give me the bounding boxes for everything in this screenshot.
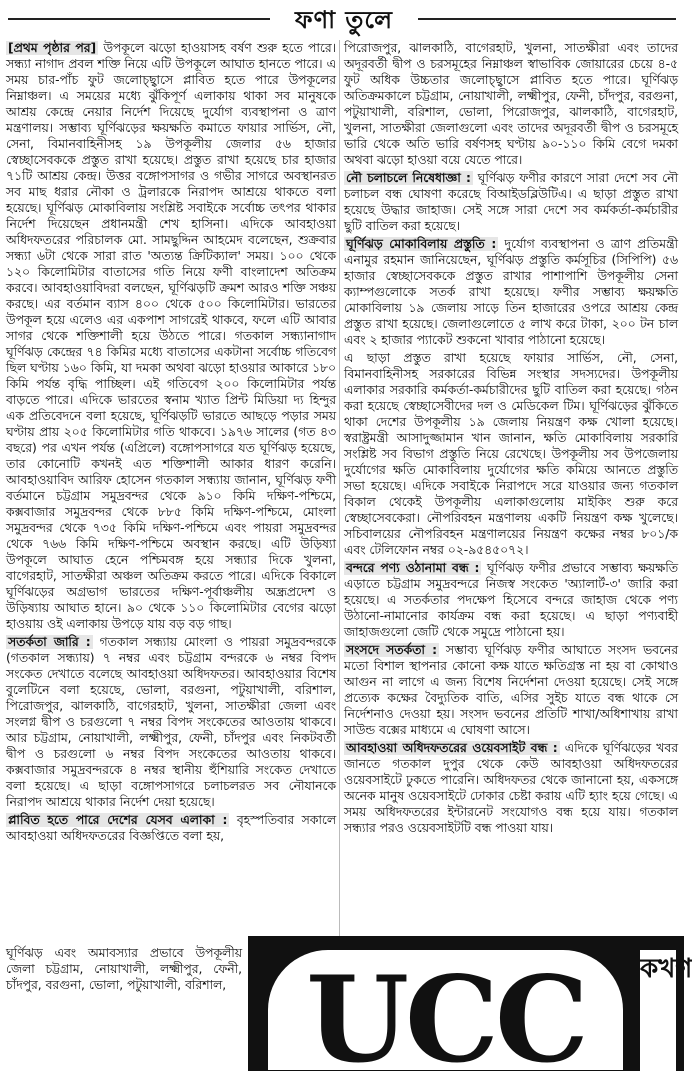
article-column-right <box>344 40 678 900</box>
paragraph <box>344 170 678 234</box>
paragraph <box>344 40 678 168</box>
ad-side-text: কখগ <box>640 950 676 1071</box>
ad-brand-logo: UCC <box>268 950 623 1070</box>
paragraph <box>6 812 336 844</box>
header-rule-right <box>418 18 676 20</box>
paragraph <box>6 40 336 632</box>
paragraph-text: এদিকে ঘূর্ণিঝড়ের খবর জানতে গতকাল দুপুর থেকে কেউ আবহাওয়া অধিদফতরের ওয়েবসাইটে ঢুকতে পারেনি। অধিদফতর থেকে জানানো হয়, একসঙ্গে অনেক মানুষ ওয়েবসাইটে ঢোকার চেষ্টা করায় এটি হ্যাং হয়ে গেছে। এ সময় অধিদফতরের ইন্টারনেট সংযোগও বন্ধ হয়ে যায়। গতকাল সন্ধ্যার পরও ওয়েবসাইটটি বন্ধ পাওয়া যায়। <box>344 741 678 835</box>
paragraph-text: সম্ভাব্য ঘূর্ণিঝড় ফণীর আঘাতে সংসদ ভবনের মতো বিশাল স্থাপনার কোনো কক্ষ যাতে ক্ষতিগ্রস্ত না হয় বা কোথাও আগুন না লাগে এ জন্য বিশেষ নির্দেশনা দেওয়া হয়েছে। সেই সঙ্গে প্রত্যেক কক্ষের বৈদ্যুতিক বাতি, এসির সুইচ যাতে বন্ধ থাকে সে নির্দেশনাও দেওয়া হয়। সংসদ ভবনের প্রতিটি শাখা/অধিশাখায় রাখা সাউন্ড বক্সের মাধ্যমে এ ঘোষণা আসে। <box>344 643 678 737</box>
section-title: ফণা তুলে <box>295 6 393 34</box>
paragraph-text: বৃহস্পতিবার সকালে আবহাওয়া অধিদফতরের বিজ্ঞপ্তিতে বলা হয়, <box>6 813 336 843</box>
paragraph-lead: নৌ চলাচলে নিষেধাজ্ঞা : <box>346 171 471 185</box>
paragraph-text: এ ছাড়া প্রস্তুত রাখা হয়েছে ফায়ার সার্ভিস, নৌ, সেনা, বিমানবাহিনীসহ সরকারের বিভিন্ন সংস্থার সদস্যদের। উপকূলীয় এলাকার সরকারি কর্মকর্তা-কর্মচারীদের ছুটি বাতিল করা হয়েছে। গঠন করা হয়েছে স্বেচ্ছাসেবীদের দল ও মেডিকেল টিম। ঘূর্ণিঝড়ের ঝুঁকিতে থাকা দেশের উপকূলীয় ১৯ জেলায় নিয়ন্ত্রণ কক্ষ খোলা হয়েছে। স্বরাষ্ট্রমন্ত্রী আসাদুজ্জামান খান জানান, ক্ষতি মোকাবিলায় সরকারি সংশ্লিষ্ট সব বিভাগ প্রস্তুতি নিয়ে রেখেছে। উপকূলীয় সব উপজেলায় দুর্যোগের ক্ষতি মোকাবিলায় দুর্যোগের ক্ষতি কমিয়ে আনতে প্রস্তুতি সভা হয়েছে। এদিকে সবাইকে নিরাপদে সরে যাওয়ার জন্য গতকাল বিকাল থেকেই উপকূলীয় এলাকাগুলোয় মাইকিং শুরু করে স্বেচ্ছাসেবকেরা। নৌপরিবহন মন্ত্রণালয় একটি নিয়ন্ত্রণ কক্ষ খুলেছে। সচিবালয়ের নৌপরিবহন মন্ত্রণালয়ের নিয়ন্ত্রণ কক্ষের নম্বর ৮০১/ক এবং টেলিফোন নম্বর ০২-৯৫৪৫০৭২। <box>344 351 678 557</box>
advertisement-banner <box>248 936 692 1089</box>
paragraph-lead: বন্দরে পণ্য ওঠানামা বন্ধ : <box>346 561 480 575</box>
paragraph-lead: সতর্কতা জারি : <box>8 635 91 649</box>
paragraph <box>6 634 336 810</box>
paragraph <box>344 740 678 836</box>
paragraph-text: দুর্যোগ ব্যবস্থাপনা ও ত্রাণ প্রতিমন্ত্রী এনামুর রহমান জানিয়েছেন, ঘূর্ণিঝড় প্রস্তুতি কর্মসূচির (সিপিপি) ৫৬ হাজার স্বেচ্ছাসেবককে প্রস্তুত রাখার পাশাপাশি উপকূলীয় সেনা ক্যাম্পগুলোকে সতর্ক রাখা হয়েছে। ফণীর সম্ভাব্য ক্ষয়ক্ষতি মোকাবিলায় ১৯ জেলায় সাড়ে তিন হাজারের ওপরে আশ্রয় কেন্দ্র প্রস্তুত রাখা হয়েছে। জেলাগুলোতে ৫ লাখ করে টাকা, ২০০ টন চাল এবং ২ হাজার প্যাকেট শুকনো খাবার পাঠানো হয়েছে। <box>344 237 678 347</box>
paragraph-lead: [প্রথম পৃষ্ঠার পর] <box>8 41 97 55</box>
paragraph-text: ঘূর্ণিঝড় ফণীর কারণে সারা দেশে সব নৌ চলাচল বন্ধ ঘোষণা করেছে বিআইডব্লিউটিএ। এ ছাড়া প্রস্তুত রাখা হয়েছে উদ্ধার জাহাজ। সেই সঙ্গে সারা দেশে সব কর্মকর্তা-কর্মচারীর ছুটি বাতিল করা হয়েছে। <box>344 171 678 233</box>
header-rule-left <box>8 18 270 20</box>
section-header <box>0 0 684 36</box>
paragraph <box>344 642 678 738</box>
paragraph-lead: সংসদে সতর্কতা : <box>346 643 438 657</box>
paragraph-text: ঘূর্ণিঝড় ফণীর প্রভাবে সম্ভাব্য ক্ষয়ক্ষতি এড়াতে চট্টগ্রাম সমুদ্রবন্দরে নিজস্ব সংকেত 'অ্যালার্ট-৩' জারি করা হয়েছে। এ সতর্কতার পদক্ষেপ হিসেবে বন্দরে জাহাজ থেকে পণ্য উঠানো-নামানোর কার্যক্রম বন্ধ করা হয়েছে। এ ছাড়া পণ্যবাহী জাহাজগুলো জেটি থেকে সমুদ্রে পাঠানো হয়। <box>344 561 678 639</box>
paragraph <box>344 560 678 640</box>
paragraph-lead: ঘূর্ণিঝড় মোকাবিলায় প্রস্তুতি : <box>346 237 497 251</box>
article-tail-text: ঘূর্ণিঝড় এবং অমাবস্যার প্রভাবে উপকূলীয় জেলা চট্টগ্রাম, নোয়াখালী, লক্ষ্মীপুর, ফেনী, চাঁদপুর, বরগুনা, ভোলা, পটুয়াখালী, বরিশাল, <box>6 946 242 992</box>
column-divider <box>339 40 340 1060</box>
paragraph-text: গতকাল সন্ধ্যায় মোংলা ও পায়রা সমুদ্রবন্দরকে (গতকাল সন্ধ্যায়) ৭ নম্বর এবং চট্টগ্রাম বন্দরকে ৬ নম্বর বিপদ সংকেত দেখাতে বলেছে আবহাওয়া অধিদফতর। আবহাওয়ার বিশেষ বুলেটিনে বলা হয়েছে, ভোলা, বরগুনা, পটুয়াখালী, বরিশাল, পিরোজপুর, ঝালকাঠি, বাগেরহাট, খুলনা, সাতক্ষীরা জেলা এবং সংলগ্ন দ্বীপ ও চরগুলো ৭ নম্বর বিপদ সংকেতের আওতায় থাকবে। আর চট্টগ্রাম, নোয়াখালী, লক্ষ্মীপুর, ফেনী, চাঁদপুর এবং নিকটবর্তী দ্বীপ ও চরগুলো ৬ নম্বর বিপদ সংকেতের আওতায় থাকবে। কক্সবাজার সমুদ্রবন্দরকে ৪ নম্বর স্থানীয় হুঁশিয়ারি সংকেত দেখাতে বলা হয়েছে। এ ছাড়া বঙ্গোপসাগরে চলাচলরত সব নৌযানকে নিরাপদ আশ্রয়ে থাকার নির্দেশ দেয়া হয়েছে। <box>6 635 336 809</box>
paragraph-text: উপকূলে ঝড়ো হাওয়াসহ বর্ষণ শুরু হতে পারে। সন্ধ্যা নাগাদ প্রবল শক্তি নিয়ে এটি উপকূলে আঘাত হানতে পারে। এ সময় চার-পাঁচ ফুট জলোচ্ছ্বাসে প্লাবিত হতে পারে উপকূলের নিম্নাঞ্চল। এ সময়ের মধ্যে ঝুঁকিপূর্ণ এলাকায় থাকা সব মানুষকে আশ্রয় কেন্দ্রে নেয়ার নির্দেশ দিয়েছে দুর্যোগ ব্যবস্থাপনা ও ত্রাণ মন্ত্রণালয়। সম্ভাব্য ঘূর্ণিঝড়ের ক্ষয়ক্ষতি কমাতে ফায়ার সার্ভিস, নৌ, সেনা, বিমানবাহিনীসহ ১৯ উপকূলীয় জেলার ৫৬ হাজার স্বেচ্ছাসেবককে প্রস্তুত রাখা হয়েছে। প্রস্তুত রাখা হয়েছে চার হাজার ৭১টি আশ্রয় কেন্দ্র। উত্তর বঙ্গোপসাগর ও গভীর সাগরে অবস্থানরত সব মাছ ধরার নৌকা ও ট্রলারকে নিরাপদ আশ্রয়ে থাকতে বলা হয়েছে। ঘূর্ণিঝড় মোকাবিলায় সংশ্লিষ্ট সবাইকে সর্বোচ্চ তৎপর থাকার নির্দেশ দিয়েছেন প্রধানমন্ত্রী শেখ হাসিনা। এদিকে আবহাওয়া অধিদফতরের পরিচালক মো. সামছুদ্দিন আহমেদ বলেছেন, শুক্রবার সন্ধ্যা ৬টা থেকে সারা রাত 'অত্যন্ত ক্রিটিক্যাল' সময়। ১০০ থেকে ১২০ কিলোমিটার বাতাসের গতি নিয়ে ফণী বাংলাদেশ অতিক্রম করবে। আবহাওয়াবিদরা বলছেন, ঘূর্ণিঝড়টি ক্রমশ আরও শক্তি সঞ্চয় করছে। এর বর্তমান ব্যাস ৪০০ থেকে ৫০০ কিলোমিটার। ভারতের উপকূল হয়ে এলেও এর একপাশ সাগরেই থাকবে, ফলে এটি আবার সাগর থেকে শক্তিশালী হয়ে উঠতে পারে। গতকাল সন্ধ্যানাগাদ ঘূর্ণিঝড় কেন্দ্রের ৭৪ কিমির মধ্যে বাতাসের একটানা সর্বোচ্চ গতিবেগ ছিল ঘণ্টায় ১৬০ কিমি, যা দমকা অথবা ঝড়ো হাওয়ার আকারে ১৮০ কিমি পর্যন্ত বৃদ্ধি পাচ্ছিল। এই গতিবেগ ২০০ কিলোমিটার পর্যন্ত বাড়তে পারে। এদিকে ভারতের স্বনাম খ্যাত প্রিন্ট মিডিয়া দ্য হিন্দুর এক প্রতিবেদনে বলা হয়েছে, ঘূর্ণিঝড়টি ভারতে আছড়ে পড়ার সময় ঘণ্টায় প্রায় ২০৫ কিলোমিটার গতি থাকবে। ১৯৭৬ সালের (গত ৪৩ বছরে) পর এখন পর্যন্ত (এপ্রিলে) বঙ্গোপসাগরে যত ঘূর্ণিঝড় হয়েছে, তার কোনোটি কখনই এত শক্তিশালী আকার ধারণ করেনি। আবহাওয়াবিদ আরিফ হোসেন গতকাল সন্ধ্যায় জানান, ঘূর্ণিঝড় ফণী বর্তমানে চট্টগ্রাম সমুদ্রবন্দর থেকে ৯১০ কিমি দক্ষিণ-পশ্চিমে, কক্সবাজার সমুদ্রবন্দর থেকে ৮৮৫ কিমি দক্ষিণ-পশ্চিমে, মোংলা সমুদ্রবন্দর থেকে ৭৩৫ কিমি দক্ষিণ-পশ্চিমে এবং পায়রা সমুদ্রবন্দর থেকে ৭৬৬ কিমি দক্ষিণ-পশ্চিমে অবস্থান করছে। এটি উড়িষ্যা উপকূলে আঘাত হেনে পশ্চিমবঙ্গ হয়ে সন্ধ্যার দিকে খুলনা, বাগেরহাট, সাতক্ষীরা অঞ্চল অতিক্রম করতে পারে। এদিকে বিকালে ঘূর্ণিঝড়ের অগ্রভাগ ভারতের দক্ষিণ-পূর্বাঞ্চলীয় অন্ধ্রপ্রদেশ ও উড়িষ্যায় আঘাত হানে। ৯০ থেকে ১১০ কিলোমিটার বেগের ঝড়ো হাওয়ায় ওই এলাকায় উপড়ে যায় বড় বড় গাছ। <box>6 41 337 631</box>
paragraph <box>344 350 678 558</box>
paragraph-text: পিরোজপুর, ঝালকাঠি, বাগেরহাট, খুলনা, সাতক্ষীরা এবং তাদের অদূরবর্তী দ্বীপ ও চরসমূহের নিম্নাঞ্চল স্বাভাবিক জোয়ারের চেয়ে ৪-৫ ফুট অধিক উচ্চতার জলোচ্ছ্বাসে প্লাবিত হতে পারে। ঘূর্ণিঝড় অতিক্রমকালে চট্টগ্রাম, নোয়াখালী, লক্ষ্মীপুর, ফেনী, চাঁদপুর, বরগুনা, পটুয়াখালী, বরিশাল, ভোলা, পিরোজপুর, ঝালকাঠি, বাগেরহাট, খুলনা, সাতক্ষীরা জেলাগুলো এবং তাদের অদূরবর্তী দ্বীপ ও চরসমূহে ভারি থেকে অতি ভারি বর্ষণসহ ঘণ্টায় ৯০-১১০ কিমি বেগে দমকা অথবা ঝড়ো হাওয়া বয়ে যেতে পারে। <box>344 41 678 167</box>
article-column-left <box>6 40 336 1070</box>
paragraph-lead: আবহাওয়া অধিদফতরের ওয়েবসাইট বন্ধ : <box>346 741 558 755</box>
paragraph <box>344 236 678 348</box>
paragraph-lead: প্লাবিত হতে পারে দেশের যেসব এলাকা : <box>8 813 228 827</box>
